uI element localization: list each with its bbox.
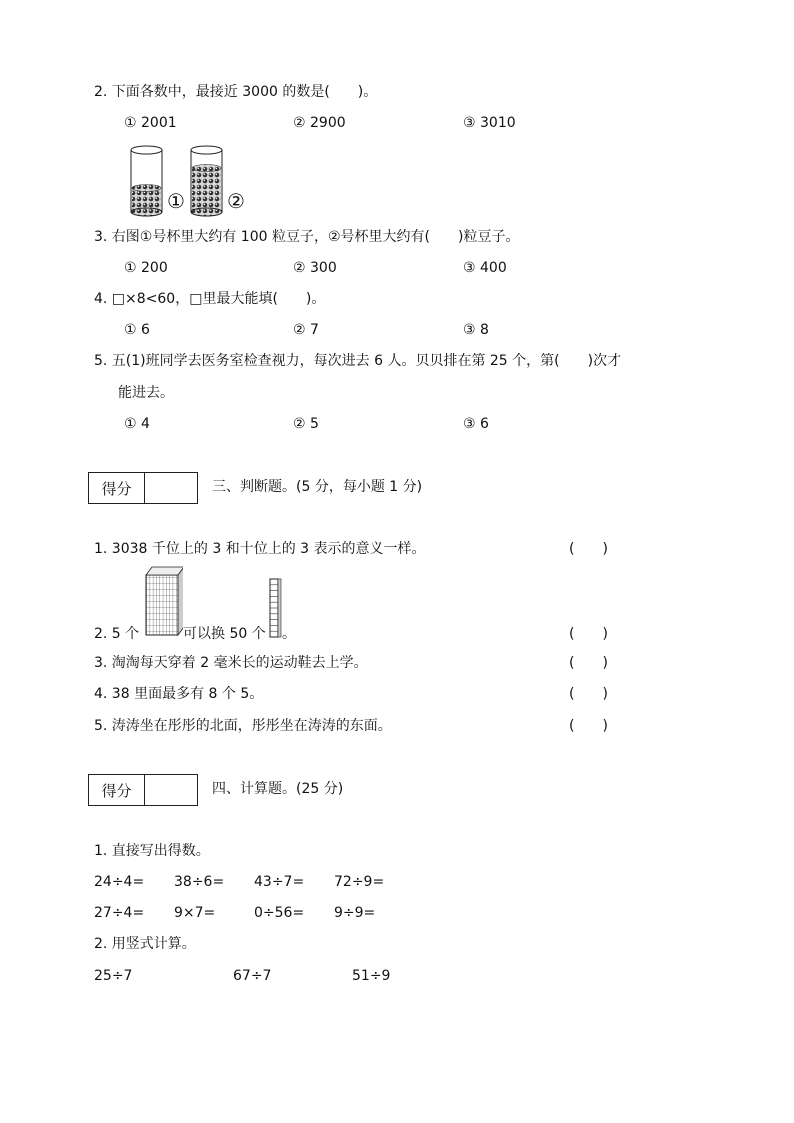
section4-title: 四、计算题。(25 分) [212, 781, 344, 797]
cup-1-label: ① [167, 189, 185, 213]
calc-row2-item2: 9×7= [174, 905, 216, 921]
q5-option-1: ① 4 [124, 416, 150, 432]
q2-option-3: ③ 3010 [463, 115, 516, 131]
section3-score-blank[interactable] [145, 473, 197, 503]
q5-stem-line2: 能进去。 [118, 385, 174, 401]
section3-score-label: 得分 [89, 473, 145, 503]
section4-score-box [88, 774, 198, 806]
ten-rod-block-icon [268, 577, 282, 639]
calc-row1-item3: 43÷7= [254, 874, 305, 890]
section3-score-box [88, 472, 198, 504]
calc-row2-item4: 9÷9= [334, 905, 376, 921]
s3-item-5: 5. 涛涛坐在彤彤的北面，彤彤坐在涛涛的东面。 [94, 718, 392, 734]
section4-score-blank[interactable] [145, 775, 197, 805]
s3-item-3: 3. 淘淘每天穿着 2 毫米长的运动鞋去上学。 [94, 655, 368, 671]
s3-item-5-answer[interactable]: ( ) [569, 718, 608, 734]
s4-sub1: 1. 直接写出得数。 [94, 843, 210, 859]
calc-row1-item1: 24÷4= [94, 874, 145, 890]
calc-row2-item3: 0÷56= [254, 905, 305, 921]
hundred-flat-block-icon [143, 565, 183, 637]
section4-score-label: 得分 [89, 775, 145, 805]
s3-item-1-answer[interactable]: ( ) [569, 541, 608, 557]
s4-sub2: 2. 用竖式计算。 [94, 936, 196, 952]
q2-option-1: ① 2001 [124, 115, 177, 131]
q3-option-3: ③ 400 [463, 260, 507, 276]
vertical-calc-2: 67÷7 [233, 968, 272, 984]
q3-option-2: ② 300 [293, 260, 337, 276]
section3-title: 三、判断题。(5 分，每小题 1 分) [212, 479, 423, 495]
s3-item-2-mid: 可以换 50 个 [183, 626, 266, 642]
vertical-calc-1: 25÷7 [94, 968, 133, 984]
cup-2-label: ② [227, 189, 245, 213]
calc-row1-item4: 72÷9= [334, 874, 385, 890]
q5-option-2: ② 5 [293, 416, 319, 432]
vertical-calc-3: 51÷9 [352, 968, 391, 984]
q3-stem: 3. 右图①号杯里大约有 100 粒豆子，②号杯里大约有( )粒豆子。 [94, 229, 520, 245]
q3-option-1: ① 200 [124, 260, 168, 276]
s3-item-2-answer[interactable]: ( ) [569, 626, 608, 642]
q4-option-1: ① 6 [124, 322, 150, 338]
s3-item-1: 1. 3038 千位上的 3 和十位上的 3 表示的意义一样。 [94, 541, 426, 557]
q4-option-3: ③ 8 [463, 322, 489, 338]
q4-option-2: ② 7 [293, 322, 319, 338]
q2-stem: 2. 下面各数中，最接近 3000 的数是( )。 [94, 84, 378, 100]
s3-item-4: 4. 38 里面最多有 8 个 5。 [94, 686, 264, 702]
q5-option-3: ③ 6 [463, 416, 489, 432]
calc-row2-item1: 27÷4= [94, 905, 145, 921]
s3-item-2-start: 2. 5 个 [94, 626, 140, 642]
cup-1-icon [131, 146, 162, 216]
s3-item-4-answer[interactable]: ( ) [569, 686, 608, 702]
q5-stem-line1: 5. 五(1)班同学去医务室检查视力，每次进去 6 人。贝贝排在第 25 个，第( )次才 [94, 353, 622, 369]
q4-stem: 4. □×8<60，□里最大能填( )。 [94, 291, 326, 307]
q2-option-2: ② 2900 [293, 115, 346, 131]
s3-item-2-end: 。 [282, 626, 296, 642]
calc-row1-item2: 38÷6= [174, 874, 225, 890]
s3-item-3-answer[interactable]: ( ) [569, 655, 608, 671]
cup-2-icon [191, 146, 222, 216]
